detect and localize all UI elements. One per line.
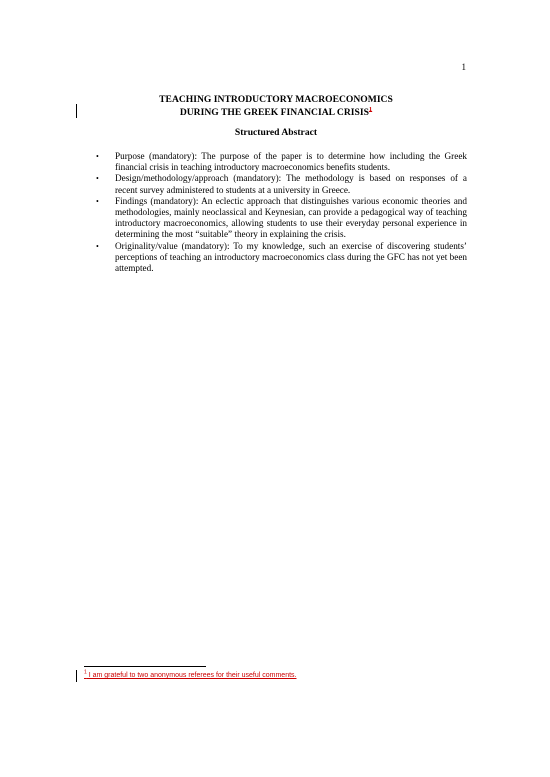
footnote-change-bar (76, 670, 77, 682)
footnote-text: I am grateful to two anonymous referees for their useful comments. (86, 672, 297, 679)
footnote-reference[interactable]: 1 (368, 105, 373, 113)
title-change-bar (76, 104, 77, 118)
list-item-text: Design/methodology/approach (mandatory): The methodology is based on responses of a recent survey administered to students at a university in Greece. (115, 173, 467, 195)
list-item (96, 173, 467, 195)
bullet-icon: • (96, 241, 99, 251)
section-heading: Structured Abstract (234, 127, 318, 138)
document-title (84, 94, 468, 119)
title-line-2: DURING THE GREEK FINANCIAL CRISIS (179, 106, 369, 118)
list-item (96, 241, 467, 275)
title-line-2-wrapper (84, 107, 468, 120)
bullet-icon: • (96, 152, 99, 161)
list-item-text: Originality/value (mandatory): To my knowledge, such an exercise of discovering students’ perceptions of teaching an introductory macroeconomics class during the GFC has not yet been attempted. (115, 240, 467, 274)
list-item-text: Purpose (mandatory): The purpose of the paper is to determine how including the Greek financial crisis in teaching introductory macroeconomics benefits students. (115, 151, 467, 173)
bullet-icon: • (96, 174, 99, 184)
list-item-text: Findings (mandatory): An eclectic approach that distinguishes various economic theories and methodologies, mainly neoclassical and Keynesian, can provide a pedagogical way of teaching introductory macroeconomics, allowing students to use their everyday personal experience in determining the most “suitable” theory in explaining the crisis. (115, 195, 467, 240)
footnote-number: 1 (84, 669, 87, 676)
title-line-1: TEACHING INTRODUCTORY MACROECONOMICS (159, 94, 393, 105)
list-item (96, 196, 467, 241)
list-item (96, 151, 467, 173)
bullet-icon: • (96, 196, 99, 206)
page-number: 1 (461, 62, 466, 72)
footnote-separator (84, 666, 206, 667)
abstract-list (96, 151, 467, 274)
footnote (84, 671, 468, 681)
